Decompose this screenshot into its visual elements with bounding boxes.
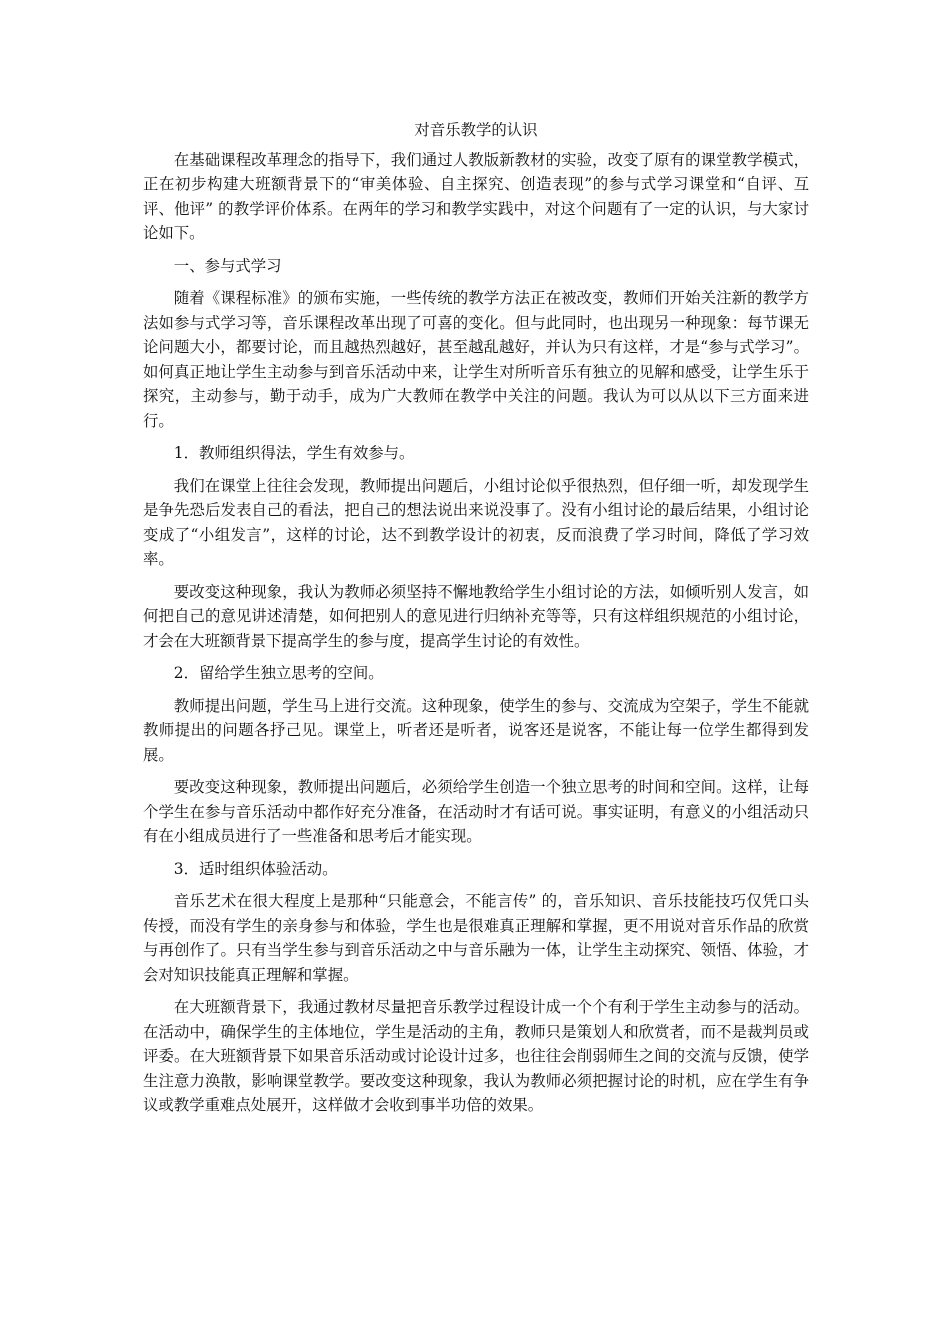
document-body (143, 118, 809, 1126)
body-paragraph: 我们在课堂上往往会发现，教师提出问题后，小组讨论似乎很热烈，但仔细一听，却发现学生是争先恐后发表自己的看法，把自己的想法说出来说没事了。没有小组讨论的最后结果，小组讨论变成了“小组发言”，这样的讨论，达不到教学设计的初衷，反而浪费了学习时间，降低了学习效率。 (143, 476, 809, 568)
document-title: 对音乐教学的认识 (414, 121, 538, 139)
section-paragraph: 随着《课程标准》的颁布实施，一些传统的教学方法正在被改变，教师们开始关注新的教学方法如参与式学习等，音乐课程改革出现了可喜的变化。但与此同时，也出现另一种现象：每节课无论问题大小，都要讨论，而且越热烈越好，甚至越乱越好，并认为只有这样，才是“参与式学习”。如何真正地让学生主动参与到音乐活动中来，让学生对所听音乐有独立的见解和感受，让学生乐于探究，主动参与，勤于动手，成为广大教师在教学中关注的问题。我认为可以从以下三方面来进行。 (143, 289, 809, 430)
body-paragraph: 要改变这种现象，我认为教师必须坚持不懈地教给学生小组讨论的方法，如倾听别人发言，如何把自己的意见讲述清楚，如何把别人的意见进行归纳补充等等，只有这样组织规范的小组讨论，才会在大班额背景下提高学生的参与度，提高学生讨论的有效性。 (143, 582, 809, 650)
body-paragraph: 音乐艺术在很大程度上是那种“只能意会，不能言传” 的，音乐知识、音乐技能技巧仅凭口头传授，而没有学生的亲身参与和体验，学生也是很难真正理解和掌握，更不用说对音乐作品的欣赏与再创作了。只有当学生参与到音乐活动之中与音乐融为一体，让学生主动探究、领悟、体验，才会对知识技能真正理解和掌握。 (143, 892, 809, 984)
subheading-1: 1．教师组织得法，学生有效参与。 (173, 444, 415, 462)
section-heading-participatory-learning: 一、参与式学习 (173, 256, 282, 275)
subheading-2: 2．留给学生独立思考的空间。 (173, 664, 384, 682)
intro-paragraph: 在基础课程改革理念的指导下，我们通过人教版新教材的实验，改变了原有的课堂教学模式，正在初步构建大班额背景下的“审美体验、自主探究、创造表现”的参与式学习课堂和“自评、互评、他评” 的教学评价体系。在两年的学习和教学实践中，对这个问题有了一定的认识，与大家讨论如下。 (143, 150, 809, 242)
body-paragraph: 教师提出问题，学生马上进行交流。这种现象，使学生的参与、交流成为空架子，学生不能就教师提出的问题各抒己见。课堂上，听者还是听者，说客还是说客，不能让每一位学生都得到发展。 (143, 696, 809, 764)
body-paragraph: 在大班额背景下，我通过教材尽量把音乐教学过程设计成一个个有利于学生主动参与的活动。在活动中，确保学生的主体地位，学生是活动的主角，教师只是策划人和欣赏者，而不是裁判员或评委。在大班额背景下如果音乐活动或讨论设计过多，也往往会削弱师生之间的交流与反馈，使学生注意力涣散，影响课堂教学。要改变这种现象，我认为教师必须把握讨论的时机，应在学生有争议或教学重难点处展开，这样做才会收到事半功倍的效果。 (143, 998, 809, 1114)
body-paragraph: 要改变这种现象，教师提出问题后，必须给学生创造一个独立思考的时间和空间。这样，让每个学生在参与音乐活动中都作好充分准备，在活动时才有话可说。事实证明，有意义的小组活动只有在小组成员进行了一些准备和思考后才能实现。 (143, 778, 809, 845)
subheading-3: 3．适时组织体验活动。 (173, 859, 338, 878)
